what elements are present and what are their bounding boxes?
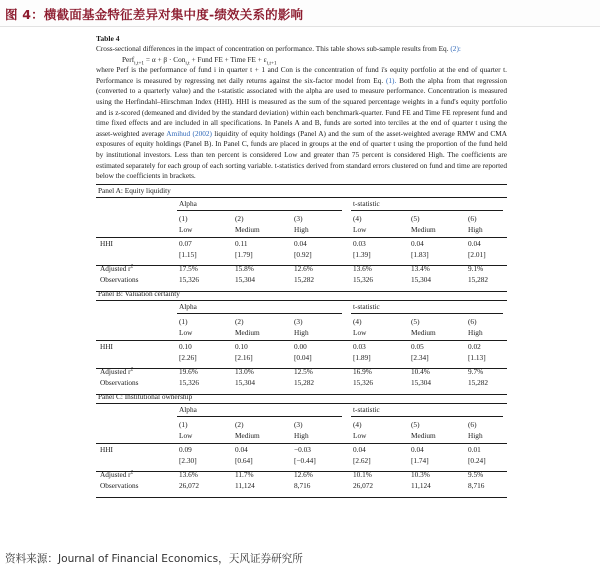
column-label: Low (179, 224, 193, 234)
group-header-row (96, 404, 507, 416)
column-number: (6) (468, 316, 477, 326)
column-label: High (294, 224, 309, 234)
figure-header (0, 0, 600, 27)
hhi-coefficient: 0.03 (353, 238, 366, 248)
hhi-tstat: [2.62] (353, 455, 371, 465)
tstat-group-label: t-statistic (353, 404, 380, 414)
panel-c (96, 391, 507, 494)
panel-title: Panel B: Valuation certainty (98, 288, 180, 298)
hhi-coefficient: 0.11 (235, 238, 248, 248)
hhi-tstat: [1.83] (411, 249, 429, 259)
column-label: Medium (235, 430, 260, 440)
table-caption (96, 44, 507, 182)
column-label: High (294, 327, 309, 337)
observations-row (96, 480, 507, 491)
adj-r2-text: Adjusted r (100, 469, 131, 479)
column-label: High (468, 327, 483, 337)
observations-label: Observations (100, 377, 139, 387)
eq1-link[interactable]: (1). (385, 75, 397, 85)
hhi-coefficient: 0.05 (411, 341, 424, 351)
alpha-group-rule (177, 210, 342, 211)
observations-row (96, 377, 507, 388)
hhi-tstat: [0.64] (235, 455, 253, 465)
hhi-coefficient: 0.10 (235, 341, 248, 351)
hhi-coefficient: 0.04 (353, 444, 366, 454)
adj-r2-superscript: 2 (130, 469, 134, 476)
tstat-group-rule (351, 313, 503, 314)
adj-r2-value: 12.6% (294, 263, 313, 273)
observations-value: 26,072 (353, 480, 374, 490)
column-label: Low (353, 430, 367, 440)
hhi-label: HHI (100, 341, 113, 351)
hhi-row (96, 444, 507, 455)
adj-r2-value: 11.7% (235, 469, 254, 479)
hhi-tstat: [2.30] (179, 455, 197, 465)
column-number: (3) (294, 316, 303, 326)
hhi-coefficient: 0.04 (235, 444, 248, 454)
group-header-row (96, 301, 507, 313)
hhi-coefficient: 0.00 (294, 341, 307, 351)
adj-r2-value: 13.6% (179, 469, 198, 479)
column-number: (2) (235, 419, 244, 429)
panel-title-row (96, 391, 507, 403)
panel-a (96, 185, 507, 288)
adj-r2-row (96, 263, 507, 274)
hhi-row (96, 238, 507, 249)
adj-r2-value: 17.5% (179, 263, 198, 273)
observations-value: 15,304 (411, 377, 432, 387)
hhi-coefficient: −0.03 (294, 444, 311, 454)
panel-title-row (96, 185, 507, 197)
hhi-tstat: [1.15] (179, 249, 197, 259)
column-label: Low (179, 327, 193, 337)
adj-r2-label (100, 366, 133, 377)
column-number: (6) (468, 213, 477, 223)
column-number-row (96, 316, 507, 327)
adj-r2-row (96, 469, 507, 480)
column-number: (5) (411, 213, 420, 223)
group-header-row (96, 198, 507, 210)
panel-b (96, 288, 507, 391)
column-number-row (96, 213, 507, 224)
hhi-coefficient: 0.09 (179, 444, 192, 454)
regression-formula: Perf$_{i,t+1}$ = α + β · Con$_{i,t}$ + Fund FE + Time FE + $\varepsilon_{i,t+1}$ (122, 54, 277, 67)
column-label: Medium (411, 224, 436, 234)
adj-r2-value: 13.6% (353, 263, 372, 273)
hhi-tstat: [0.92] (294, 249, 312, 259)
tstat-group-label: t-statistic (353, 198, 380, 208)
hhi-tstat: [1.74] (411, 455, 429, 465)
alpha-group-label: Alpha (179, 198, 197, 208)
adj-r2-value: 13.0% (235, 366, 254, 376)
amihud-link[interactable]: Amihud (2002) (166, 128, 212, 138)
tstat-group-rule (351, 210, 503, 211)
caption-body-2: liquidity of equity holdings (Panel A) and the sum of the asset-weighted average RMW and CMA exposures of equity holdings (Panel B). In Panel C, funds are placed in groups at the end of quarter t using the proportion of the fund held by institutional investors. Less than ten percent is considered Low and greater than 75 percent is considered High. The coefficients are estimated separately for each group of each sorting variable. t-statistics derived from standard errors clustered on fund and time are reported below the coefficients in brackets. (96, 128, 508, 181)
adj-r2-value: 19.6% (179, 366, 198, 376)
column-label: Low (179, 430, 193, 440)
column-number: (3) (294, 213, 303, 223)
alpha-group-rule (177, 416, 342, 417)
tstat-row (96, 249, 507, 260)
adj-r2-label (100, 469, 133, 480)
column-label-row (96, 327, 507, 338)
observations-value: 15,326 (353, 274, 374, 284)
source-note: 资料来源：Journal of Financial Economics，天风证券研究所 (5, 553, 303, 565)
panel-title: Panel C: Institutional ownership (98, 391, 193, 401)
panel-title: Panel A: Equity liquidity (98, 185, 171, 195)
column-number: (5) (411, 316, 420, 326)
adj-r2-value: 9.7% (468, 366, 484, 376)
column-number: (4) (353, 419, 362, 429)
hhi-coefficient: 0.10 (179, 341, 192, 351)
column-label-row (96, 224, 507, 235)
column-label: High (468, 430, 483, 440)
alpha-group-rule (177, 313, 342, 314)
adj-r2-text: Adjusted r (100, 263, 131, 273)
observations-row (96, 274, 507, 285)
observations-value: 8,716 (294, 480, 311, 490)
column-label-row (96, 430, 507, 441)
observations-value: 11,124 (411, 480, 431, 490)
column-number: (5) (411, 419, 420, 429)
column-number: (2) (235, 213, 244, 223)
eq2-link[interactable]: (2): (450, 44, 461, 53)
hhi-tstat: [1.39] (353, 249, 371, 259)
adj-r2-superscript: 2 (130, 263, 134, 270)
column-number: (4) (353, 316, 362, 326)
alpha-group-label: Alpha (179, 404, 197, 414)
hhi-coefficient: 0.04 (294, 238, 307, 248)
hhi-coefficient: 0.03 (353, 341, 366, 351)
observations-value: 15,304 (235, 274, 256, 284)
adj-r2-value: 13.4% (411, 263, 430, 273)
adj-r2-text: Adjusted r (100, 366, 131, 376)
hhi-coefficient: 0.01 (468, 444, 481, 454)
observations-value: 15,282 (294, 274, 315, 284)
adj-r2-value: 16.9% (353, 366, 372, 376)
observations-label: Observations (100, 274, 139, 284)
hhi-coefficient: 0.04 (411, 444, 424, 454)
table-panels (96, 185, 507, 494)
hhi-tstat: [1.79] (235, 249, 253, 259)
column-label: Medium (411, 327, 436, 337)
column-label: Medium (235, 327, 260, 337)
column-number: (2) (235, 316, 244, 326)
observations-value: 15,304 (411, 274, 432, 284)
observations-value: 15,282 (468, 274, 489, 284)
column-number: (1) (179, 419, 188, 429)
column-label: Medium (235, 224, 260, 234)
hhi-tstat: [0.04] (294, 352, 312, 362)
column-label: Medium (411, 430, 436, 440)
hhi-row (96, 341, 507, 352)
column-number: (1) (179, 316, 188, 326)
adj-r2-value: 12.5% (294, 366, 313, 376)
observations-value: 11,124 (235, 480, 255, 490)
hhi-label: HHI (100, 444, 113, 454)
column-label: Low (353, 327, 367, 337)
observations-value: 15,282 (468, 377, 489, 387)
hhi-tstat: [1.89] (353, 352, 371, 362)
column-number: (3) (294, 419, 303, 429)
panel-bottom-rule (96, 497, 507, 498)
hhi-coefficient: 0.02 (468, 341, 481, 351)
hhi-tstat: [1.13] (468, 352, 486, 362)
caption-body-1: Both the alpha from that regression (converted to a quarterly value) and the t-statistic associated with the alpha are used to measure performance. Concentration is measured using the Herfindahl–Hirschman Index (HHI). HHI is measured as the sum of the squared percentage weights in a fund's equity portfolio and is z-scored (demeaned and divided by the standard deviation) within each benchmark-quarter. Fund FE and Time FE represent fund and time fixed effects and are included in all specifications. In Panels A and B, funds are sorted into terciles at the end of quarter t using the asset-weighted average (96, 75, 507, 138)
adj-r2-label (100, 263, 133, 274)
column-label: Low (353, 224, 367, 234)
hhi-tstat: [2.16] (235, 352, 253, 362)
observations-value: 15,326 (353, 377, 374, 387)
adj-r2-value: 10.3% (411, 469, 430, 479)
observations-label: Observations (100, 480, 139, 490)
hhi-tstat: [2.34] (411, 352, 429, 362)
alpha-group-label: Alpha (179, 301, 197, 311)
hhi-coefficient: 0.07 (179, 238, 192, 248)
observations-value: 8,716 (468, 480, 485, 490)
observations-value: 15,304 (235, 377, 256, 387)
table-label: Table 4 (96, 34, 120, 43)
column-label: High (294, 430, 309, 440)
column-number: (1) (179, 213, 188, 223)
hhi-tstat: [−0.44] (294, 455, 316, 465)
table-document (96, 34, 507, 494)
column-label: High (468, 224, 483, 234)
tstat-group-label: t-statistic (353, 301, 380, 311)
column-number: (4) (353, 213, 362, 223)
hhi-tstat: [2.01] (468, 249, 486, 259)
hhi-coefficient: 0.04 (411, 238, 424, 248)
observations-value: 15,326 (179, 274, 200, 284)
column-number: (6) (468, 419, 477, 429)
adj-r2-value: 12.6% (294, 469, 313, 479)
tstat-row (96, 352, 507, 363)
adj-r2-value: 9.5% (468, 469, 484, 479)
adj-r2-superscript: 2 (130, 366, 134, 373)
observations-value: 15,326 (179, 377, 200, 387)
adj-r2-value: 10.4% (411, 366, 430, 376)
caption-intro: Cross-sectional differences in the impact of concentration on performance. This table shows sub-sample results from Eq. (96, 44, 449, 53)
hhi-tstat: [2.26] (179, 352, 197, 362)
figure-title: 图 4：横截面基金特征差异对集中度-绩效关系的影响 (5, 7, 304, 22)
caption-where: where Perf is the performance of fund i in quarter t + 1 and Con is the concentration of fund i's equity portfolio at the end of quarter t. Performance is measured by regressing net daily returns against the six-factor model from Eq. (96, 65, 507, 85)
hhi-tstat: [0.24] (468, 455, 486, 465)
observations-value: 15,282 (294, 377, 315, 387)
hhi-coefficient: 0.04 (468, 238, 481, 248)
column-number-row (96, 419, 507, 430)
adj-r2-value: 9.1% (468, 263, 484, 273)
adj-r2-row (96, 366, 507, 377)
adj-r2-value: 15.8% (235, 263, 254, 273)
hhi-label: HHI (100, 238, 113, 248)
tstat-row (96, 455, 507, 466)
tstat-group-rule (351, 416, 503, 417)
panel-title-row (96, 288, 507, 300)
adj-r2-value: 10.1% (353, 469, 372, 479)
observations-value: 26,072 (179, 480, 200, 490)
